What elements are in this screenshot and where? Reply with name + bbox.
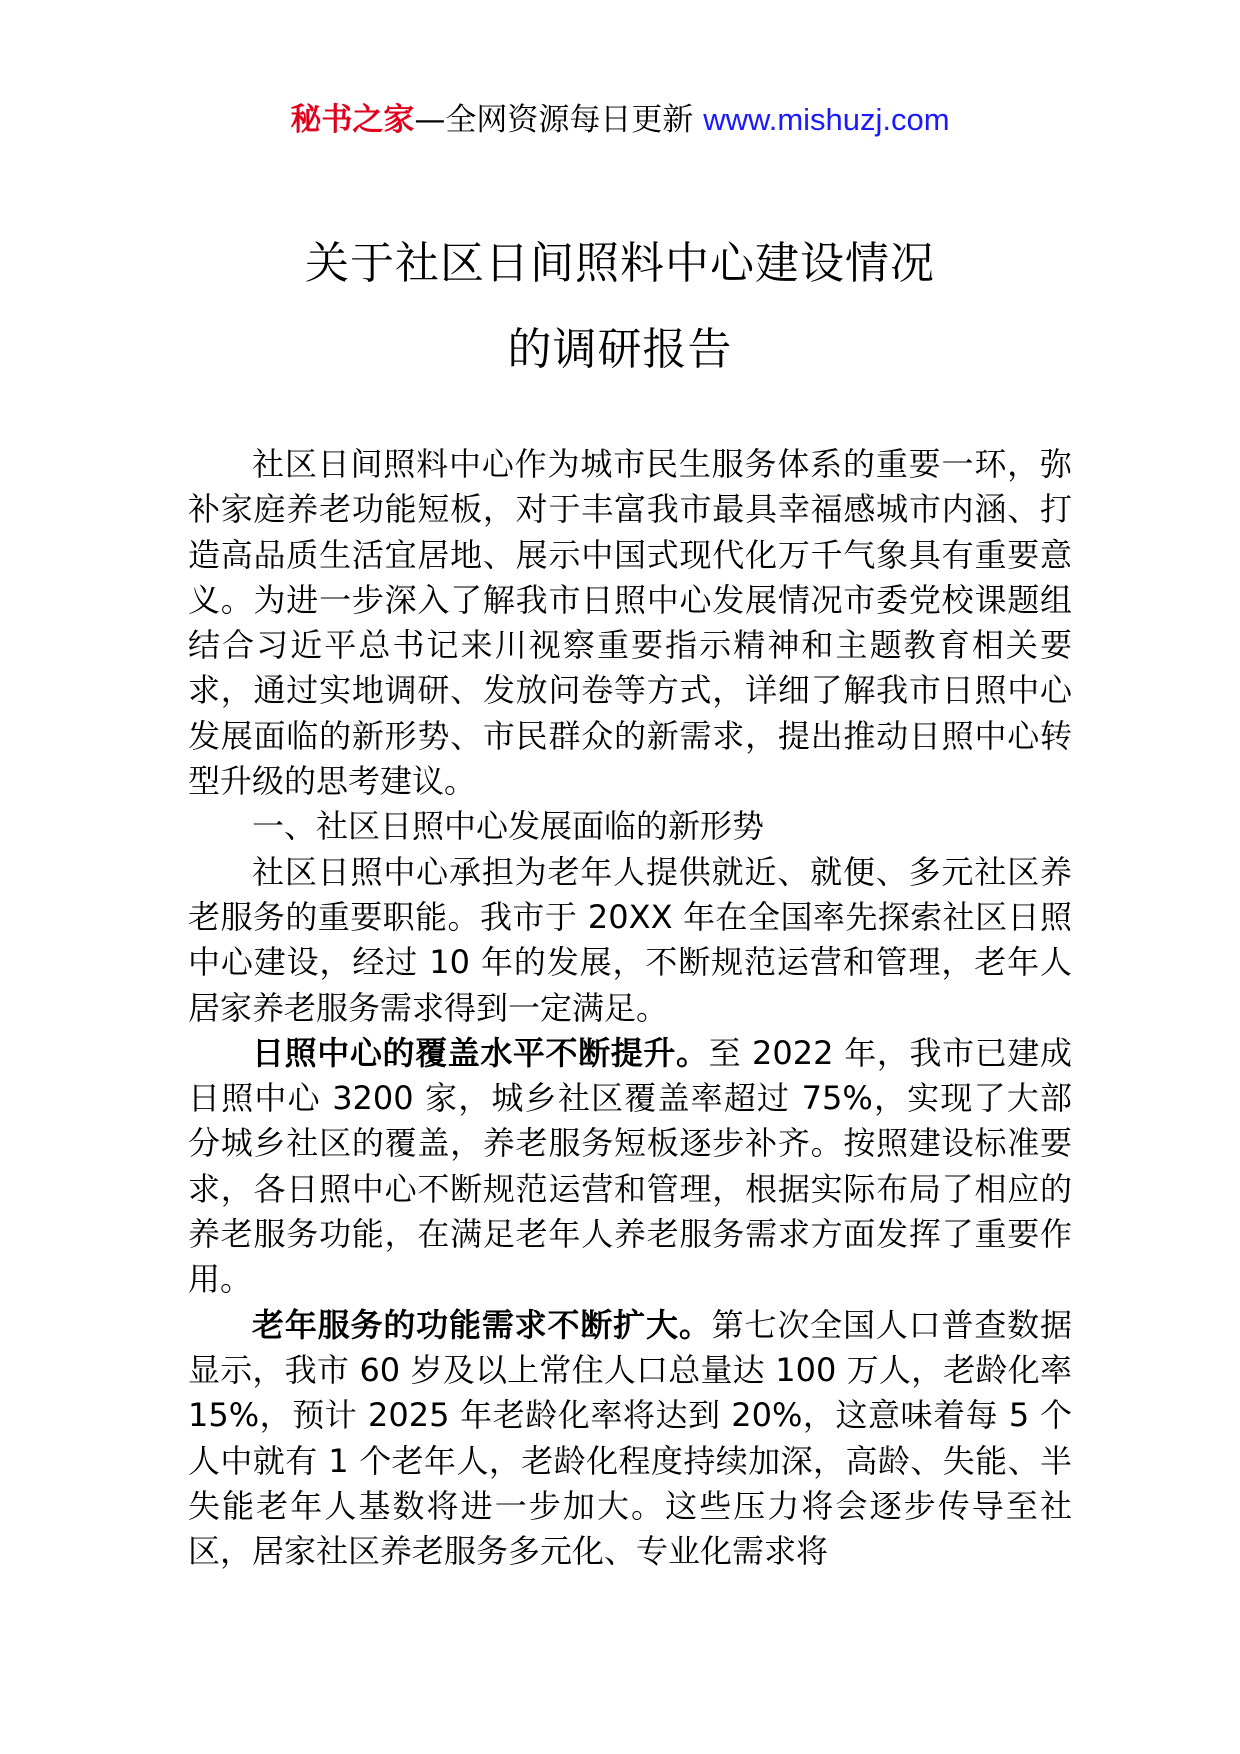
point-1-text: 至 2022 年，我市已建成日照中心 3200 家，城乡社区覆盖率超过 75%，实现了大部分城乡社区的覆盖，养老服务短板逐步补齐。按照建设标准要求，各日照中心不断规范运营和管理，根据实际布局了相应的养老服务功能，在满足老年人养老服务需求方面发挥了重要作用。 bbox=[188, 1033, 1072, 1299]
point-2-paragraph bbox=[188, 1303, 1072, 1575]
brand-name: 秘书之家 bbox=[290, 102, 415, 138]
intro-paragraph: 社区日间照料中心作为城市民生服务体系的重要一环，弥补家庭养老功能短板，对于丰富我市最具幸福感城市内涵、打造高品质生活宜居地、展示中国式现代化万千气象具有重要意义。为进一步深入了解我市日照中心发展情况市委党校课题组结合习近平总书记来川视察重要指示精神和主题教育相关要求，通过实地调研、发放问卷等方式，详细了解我市日照中心发展面临的新形势、市民群众的新需求，提出推动日照中心转型升级的思考建议。 bbox=[188, 445, 1072, 801]
section-1-heading: 一、社区日照中心发展面临的新形势 bbox=[252, 807, 765, 846]
point-1-paragraph bbox=[188, 1031, 1072, 1303]
document-title-line-1: 关于社区日间照料中心建设情况 bbox=[305, 238, 935, 289]
point-1-lead: 日照中心的覆盖水平不断提升。 bbox=[252, 1033, 709, 1072]
site-header bbox=[0, 100, 1240, 140]
document-title-line-2: 的调研报告 bbox=[507, 324, 733, 375]
point-2-lead: 老年服务的功能需求不断扩大。 bbox=[252, 1305, 712, 1344]
site-url-link[interactable]: www.mishuzj.com bbox=[703, 102, 950, 137]
point-2-text: 第七次全国人口普查数据显示，我市 60 岁及以上常住人口总量达 100 万人，老龄化率 15%，预计 2025 年老龄化率将达到 20%，这意味着每 5 个人中就有 1 个老年人，老龄化程度持续加深，高龄、失能、半失能老年人基数将进一步加大。这些压力将会逐步传导至社区，居家社区养老服务多元化、专业化需求将 bbox=[188, 1305, 1072, 1571]
document-body bbox=[188, 442, 1072, 1574]
header-tagline: —全网资源每日更新 bbox=[414, 102, 694, 138]
section-1-intro-paragraph: 社区日照中心承担为老年人提供就近、就便、多元社区养老服务的重要职能。我市于 20XX 年在全国率先探索社区日照中心建设，经过 10 年的发展，不断规范运营和管理，老年人居家养老服务需求得到一定满足。 bbox=[188, 852, 1072, 1027]
